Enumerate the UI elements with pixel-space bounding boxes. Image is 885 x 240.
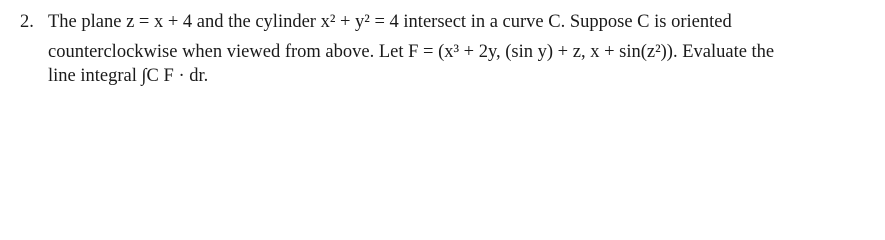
problem-statement xyxy=(0,0,885,96)
problem-line-1 xyxy=(20,10,732,34)
problem-text-line-1: The plane z = x + 4 and the cylinder x² + y² = 4 intersect in a curve C. Suppose C is oriented xyxy=(48,12,732,32)
problem-number: 2. xyxy=(20,12,34,32)
problem-text-line-3: line integral ∫C F · dr. xyxy=(48,66,209,86)
problem-line-2 xyxy=(48,40,774,64)
problem-text-line-2: counterclockwise when viewed from above. Let F = (x³ + 2y, (sin y) + z, x + sin(z²)). Evaluate the xyxy=(48,42,775,62)
problem-line-3 xyxy=(48,64,208,88)
